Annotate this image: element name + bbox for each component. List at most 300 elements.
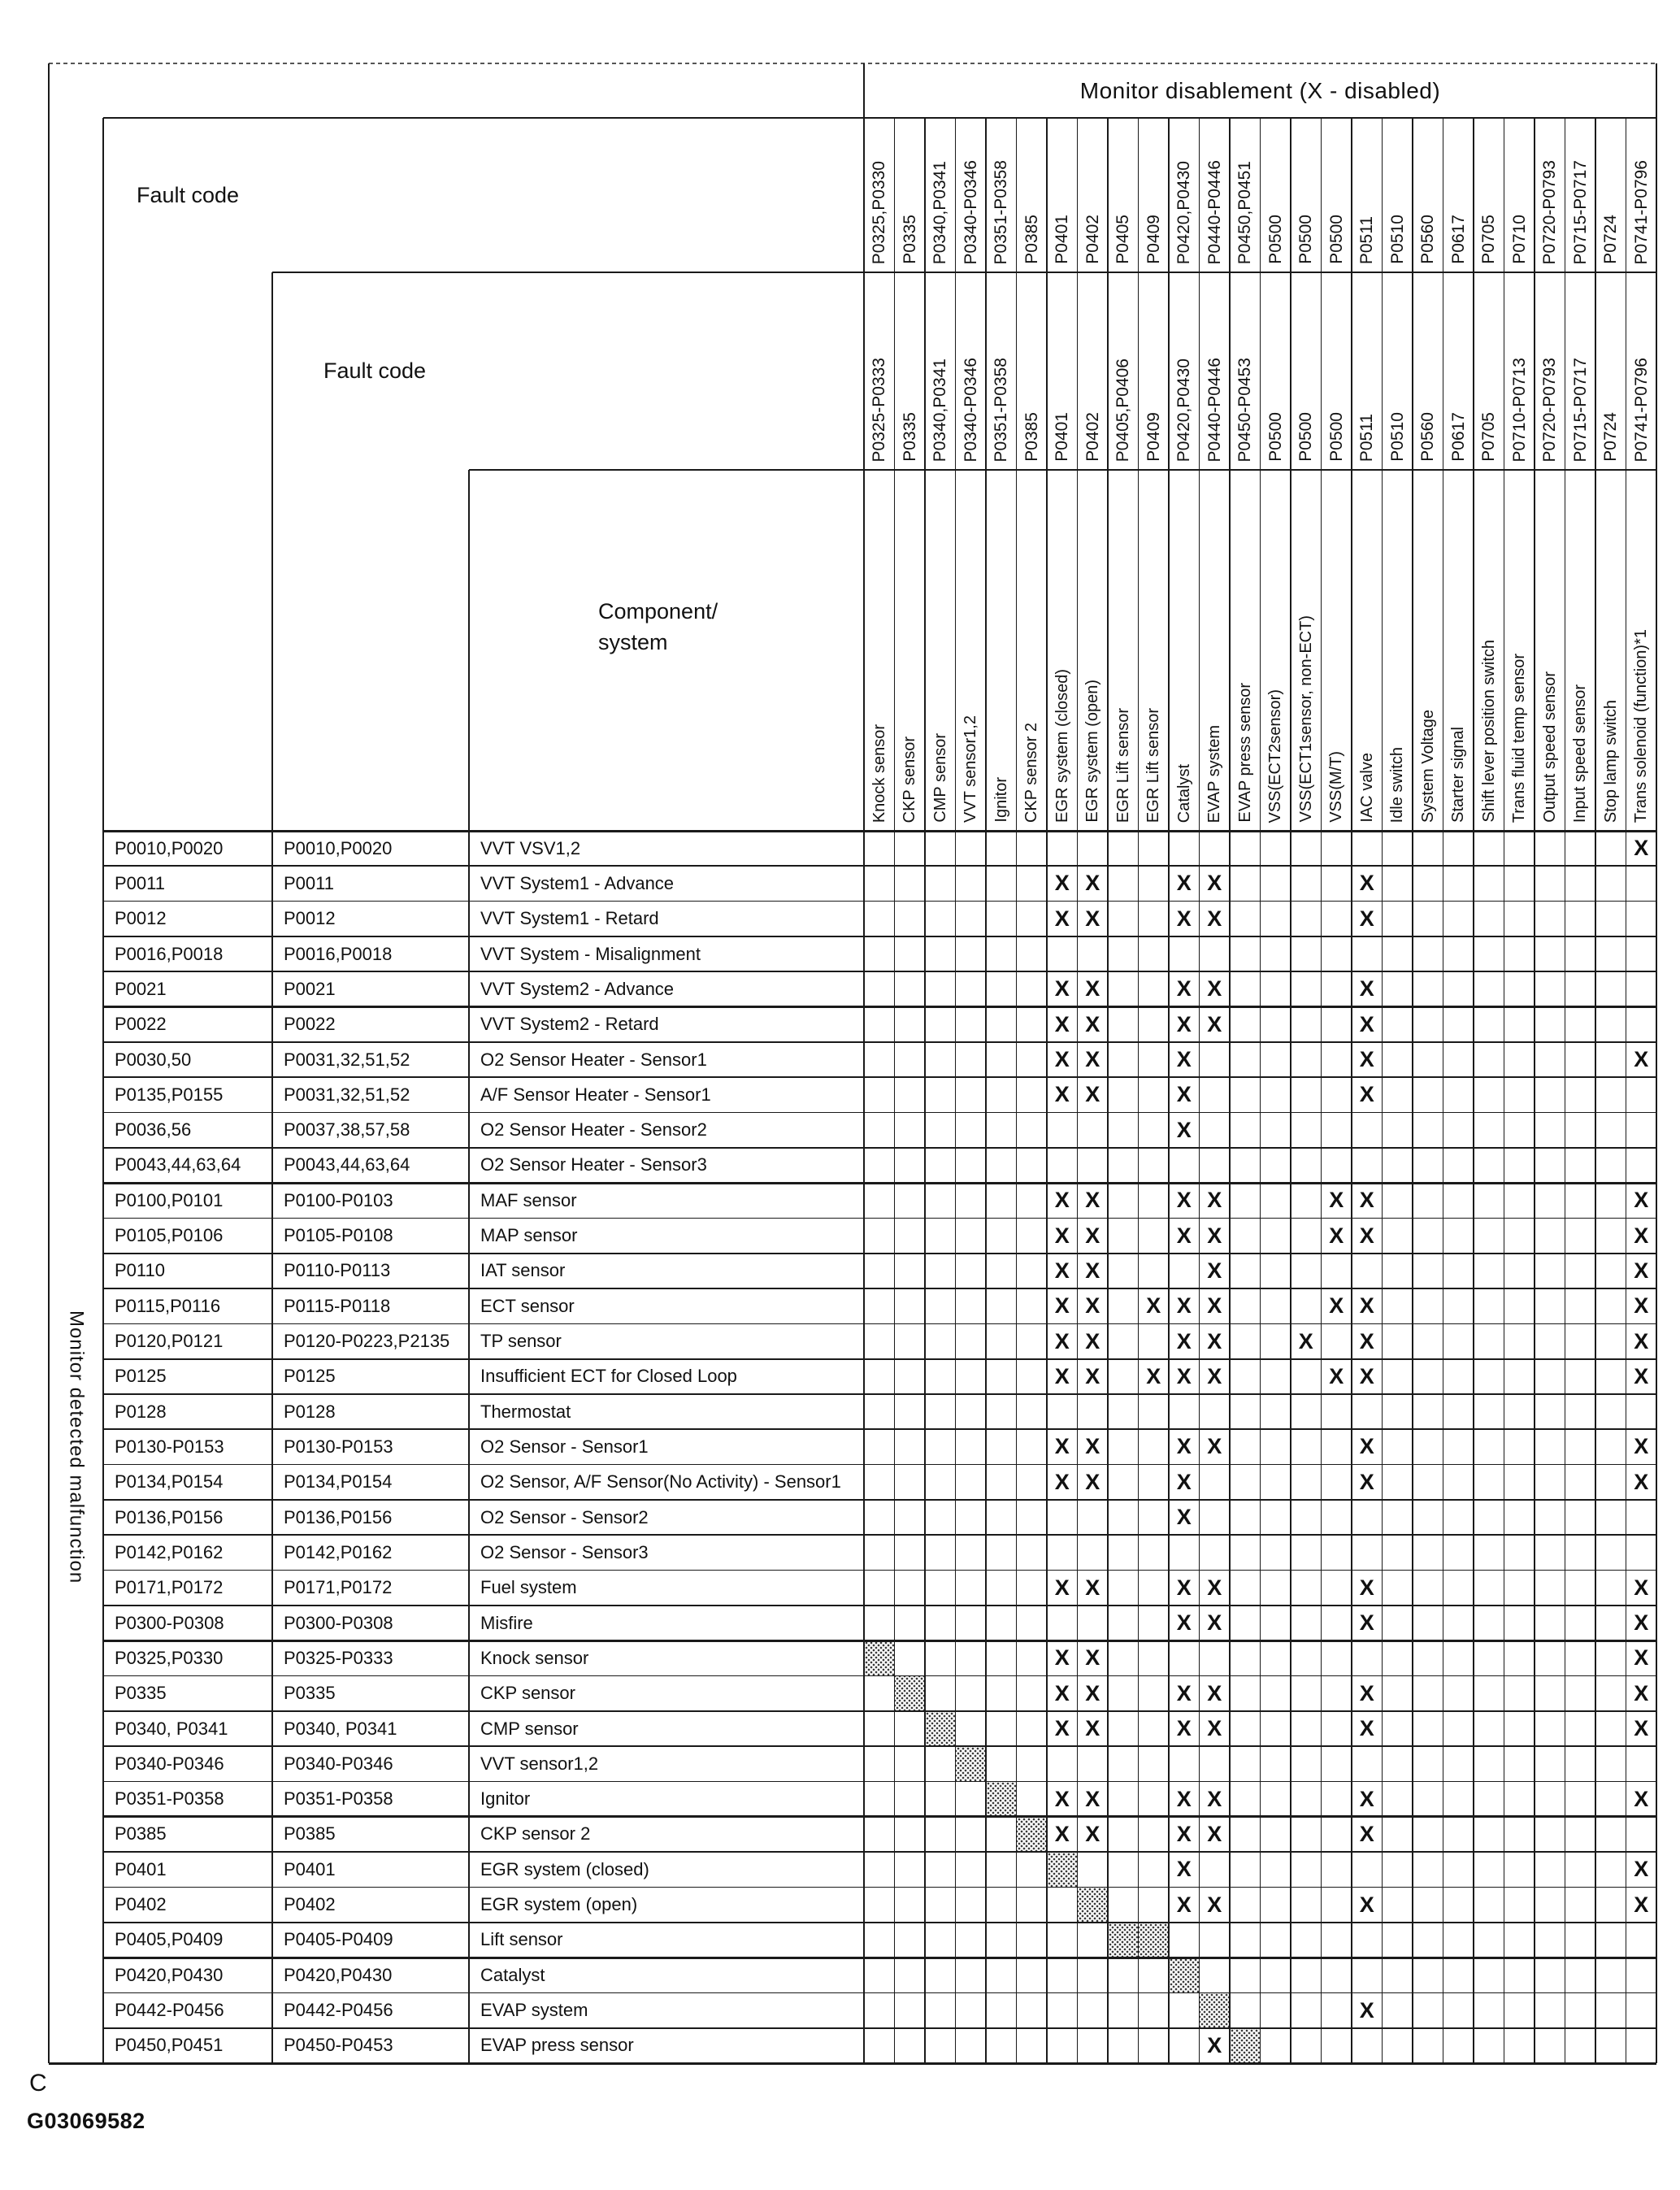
component-cell: TP sensor xyxy=(480,1331,562,1352)
fault-code-cell-1: P0142,P0162 xyxy=(115,1541,224,1562)
component-system-header-line2: system xyxy=(598,630,668,654)
fault-code-cell-1: P0385 xyxy=(115,1823,167,1845)
column-header-component xyxy=(1047,470,1078,831)
fault-code-cell-2: P0022 xyxy=(284,1014,336,1035)
column-header-code2-text: P0385 xyxy=(1022,412,1041,462)
disable-mark: X xyxy=(1176,1610,1192,1636)
component-cell: EGR system (open) xyxy=(480,1894,638,1915)
self-cell-hatch xyxy=(1139,1923,1170,1958)
column-header-component-text: VSS(M/T) xyxy=(1327,751,1346,823)
component-cell: EGR system (closed) xyxy=(480,1858,649,1879)
disable-mark: X xyxy=(1634,1047,1649,1072)
disable-mark: X xyxy=(1634,1188,1649,1213)
fault-code-cell-1: P0171,P0172 xyxy=(115,1577,224,1598)
fault-code-cell-1: P0021 xyxy=(115,978,167,999)
disable-mark: X xyxy=(1359,1434,1374,1459)
disable-mark: X xyxy=(1176,1082,1192,1107)
column-header-component-text: Input speed sensor xyxy=(1571,684,1590,823)
column-header-code1 xyxy=(1565,118,1596,272)
fault-code-cell-2: P0125 xyxy=(284,1366,336,1387)
fault-code-cell-2: P0401 xyxy=(284,1858,336,1879)
disable-mark: X xyxy=(1054,1786,1070,1811)
column-header-code2 xyxy=(1595,272,1626,470)
fault-code-cell-2: P0340-P0346 xyxy=(284,1753,393,1774)
disable-mark: X xyxy=(1054,1716,1070,1740)
column-header-component xyxy=(1200,470,1231,831)
disable-mark: X xyxy=(1207,1786,1222,1811)
disable-mark: X xyxy=(1634,836,1649,861)
disable-mark: X xyxy=(1329,1293,1344,1319)
fault-code-cell-2: P0171,P0172 xyxy=(284,1577,393,1598)
fault-code-cell-2: P0128 xyxy=(284,1401,336,1422)
disable-mark: X xyxy=(1634,1786,1649,1811)
disable-mark: X xyxy=(1634,1469,1649,1494)
column-header-component xyxy=(1291,470,1322,831)
column-header-code1 xyxy=(1291,118,1322,272)
column-header-code1 xyxy=(1261,118,1291,272)
column-header-code1 xyxy=(1535,118,1565,272)
fault-code-cell-2: P0011 xyxy=(284,872,334,893)
column-header-code1-text: P0500 xyxy=(1296,215,1316,264)
disable-mark: X xyxy=(1176,1434,1192,1459)
disable-mark: X xyxy=(1176,1011,1192,1036)
column-header-code2-text: P0420,P0430 xyxy=(1174,358,1194,462)
disable-mark: X xyxy=(1054,871,1070,896)
disable-mark: X xyxy=(1176,1716,1192,1740)
column-header-code2 xyxy=(895,272,926,470)
disable-mark: X xyxy=(1359,1469,1374,1494)
column-header-code2-text: P0710-P0713 xyxy=(1509,357,1529,462)
column-header-code2 xyxy=(1626,272,1657,470)
column-header-component xyxy=(1443,470,1474,831)
component-cell: VVT System2 - Advance xyxy=(480,978,675,999)
column-header-code2 xyxy=(1047,272,1078,470)
column-header-component-text: Trans solenoid (function)*1 xyxy=(1632,628,1651,823)
component-cell: VVT System - Misalignment xyxy=(480,943,701,964)
column-header-code1 xyxy=(986,118,1017,272)
column-header-code2 xyxy=(1474,272,1504,470)
fault-code-cell-1: P0135,P0155 xyxy=(115,1084,224,1105)
column-header-code1 xyxy=(1230,118,1261,272)
component-cell: CMP sensor xyxy=(480,1718,579,1739)
component-cell: Knock sensor xyxy=(480,1647,589,1668)
column-header-code1 xyxy=(1200,118,1231,272)
column-header-code2-text: P0405,P0406 xyxy=(1113,358,1133,462)
component-cell: IAT sensor xyxy=(480,1260,566,1281)
disable-mark: X xyxy=(1359,1892,1374,1917)
column-header-code1-text: P0335 xyxy=(900,215,919,264)
component-cell: VVT System1 - Retard xyxy=(480,908,659,929)
column-header-code2-text: P0510 xyxy=(1387,412,1407,462)
disable-mark: X xyxy=(1207,1258,1222,1283)
fault-code-cell-1: P0340-P0346 xyxy=(115,1753,224,1774)
column-header-code2-text: P0340-P0346 xyxy=(961,357,980,462)
self-cell-hatch xyxy=(1230,2028,1261,2063)
fault-code-cell-2: P0325-P0333 xyxy=(284,1647,393,1668)
disable-mark: X xyxy=(1176,1821,1192,1846)
disable-mark: X xyxy=(1054,1188,1070,1213)
disable-mark: X xyxy=(1634,1892,1649,1917)
column-header-code1 xyxy=(1169,118,1200,272)
fault-code-cell-1: P0010,P0020 xyxy=(115,837,224,858)
disable-mark: X xyxy=(1207,1610,1222,1636)
disable-mark: X xyxy=(1176,1680,1192,1706)
fault-code-cell-1: P0043,44,63,64 xyxy=(115,1154,241,1175)
column-header-code2-text: P0450-P0453 xyxy=(1235,357,1255,462)
column-header-code2-text: P0741-P0796 xyxy=(1631,357,1651,462)
disable-mark: X xyxy=(1054,976,1070,1002)
column-header-code1-text: P0409 xyxy=(1144,215,1163,264)
disable-mark: X xyxy=(1207,1363,1222,1388)
disable-mark: X xyxy=(1207,1892,1222,1917)
column-header-code1-text: P0402 xyxy=(1083,215,1102,264)
disable-mark: X xyxy=(1054,1047,1070,1072)
disable-mark: X xyxy=(1085,1469,1100,1494)
self-cell-hatch xyxy=(1108,1923,1139,1958)
column-header-code1-text: P0325,P0330 xyxy=(870,160,889,264)
column-header-component xyxy=(1078,470,1109,831)
row-axis-label: Monitor detected malfunction xyxy=(65,1310,88,1584)
fault-code-cell-1: P0012 xyxy=(115,908,167,929)
disable-mark: X xyxy=(1634,1258,1649,1283)
component-cell: MAP sensor xyxy=(480,1225,578,1246)
column-header-code2 xyxy=(1169,272,1200,470)
fault-code-cell-2: P0405-P0409 xyxy=(284,1929,393,1950)
column-header-code1 xyxy=(1504,118,1535,272)
fault-code-cell-1: P0100,P0101 xyxy=(115,1189,224,1210)
self-cell-hatch xyxy=(1078,1887,1109,1922)
disable-mark: X xyxy=(1085,1293,1100,1319)
component-cell: Lift sensor xyxy=(480,1929,563,1950)
disable-mark: X xyxy=(1085,1363,1100,1388)
column-header-code2-text: P0724 xyxy=(1601,412,1621,462)
disable-mark: X xyxy=(1085,1821,1100,1846)
column-header-component-text: Trans fluid temp sensor xyxy=(1510,653,1529,823)
disable-mark: X xyxy=(1359,1716,1374,1740)
component-system-header xyxy=(598,596,718,658)
column-header-code1 xyxy=(1474,118,1504,272)
column-header-code2-text: P0402 xyxy=(1083,412,1102,462)
component-cell: Ignitor xyxy=(480,1788,531,1810)
component-cell: O2 Sensor Heater - Sensor1 xyxy=(480,1049,707,1070)
column-header-code2 xyxy=(1230,272,1261,470)
fault-code-cell-1: P0351-P0358 xyxy=(115,1788,224,1810)
disable-mark: X xyxy=(1085,1188,1100,1213)
column-header-component-text: VSS(ECT1sensor, non-ECT) xyxy=(1296,615,1315,823)
column-header-code2 xyxy=(1200,272,1231,470)
column-header-code2 xyxy=(864,272,895,470)
column-header-component xyxy=(1535,470,1565,831)
disable-mark: X xyxy=(1634,1645,1649,1671)
column-header-code2 xyxy=(1565,272,1596,470)
disable-mark: X xyxy=(1329,1363,1344,1388)
column-header-component xyxy=(864,470,895,831)
column-header-code2 xyxy=(1322,272,1352,470)
component-cell: CKP sensor xyxy=(480,1683,575,1704)
fault-code-cell-2: P0442-P0456 xyxy=(284,2000,393,2021)
fault-code-cell-2: P0031,32,51,52 xyxy=(284,1049,410,1070)
fault-code-cell-1: P0136,P0156 xyxy=(115,1506,224,1527)
fault-code-cell-2: P0402 xyxy=(284,1894,336,1915)
fault-code-cell-1: P0036,56 xyxy=(115,1119,192,1141)
column-header-component-text: Shift lever position switch xyxy=(1479,640,1498,823)
disable-mark: X xyxy=(1054,1258,1070,1283)
disable-mark: X xyxy=(1207,1821,1222,1846)
column-header-component-text: EVAP press sensor xyxy=(1235,683,1254,823)
column-header-component-text: Knock sensor xyxy=(870,723,888,823)
disable-mark: X xyxy=(1359,1363,1374,1388)
fault-code-cell-2: P0450-P0453 xyxy=(284,2035,393,2056)
column-header-component-text: Ignitor xyxy=(992,777,1010,823)
disable-mark: X xyxy=(1359,1082,1374,1107)
column-header-component xyxy=(895,470,926,831)
column-header-code1-text: P0401 xyxy=(1053,215,1072,264)
column-header-component-text: VSS(ECT2sensor) xyxy=(1266,689,1285,823)
column-header-code1 xyxy=(1383,118,1413,272)
column-header-code2-text: P0715-P0717 xyxy=(1570,357,1590,462)
column-header-code1 xyxy=(1139,118,1170,272)
disable-mark: X xyxy=(1085,976,1100,1002)
column-header-component xyxy=(986,470,1017,831)
component-cell: Thermostat xyxy=(480,1401,571,1422)
column-header-component-text: Stop lamp switch xyxy=(1601,699,1620,823)
disable-mark: X xyxy=(1207,906,1222,931)
fault-code-cell-2: P0021 xyxy=(284,978,336,999)
column-header-component xyxy=(925,470,956,831)
column-header-code2-text: P0500 xyxy=(1296,412,1316,462)
column-header-code2 xyxy=(1383,272,1413,470)
column-header-code1-text: P0500 xyxy=(1265,215,1285,264)
disable-mark: X xyxy=(1359,1188,1374,1213)
column-header-code2 xyxy=(1291,272,1322,470)
component-cell: Misfire xyxy=(480,1612,533,1633)
disable-mark: X xyxy=(1359,1997,1374,2023)
fault-code-cell-2: P0115-P0118 xyxy=(284,1295,391,1316)
disable-mark: X xyxy=(1359,976,1374,1002)
grid-line xyxy=(49,63,1656,64)
fault-code-cell-2: P0340, P0341 xyxy=(284,1718,397,1739)
disable-mark: X xyxy=(1085,1082,1100,1107)
fault-code-cell-2: P0043,44,63,64 xyxy=(284,1154,410,1175)
fault-code-cell-1: P0402 xyxy=(115,1894,167,1915)
disable-mark: X xyxy=(1176,1469,1192,1494)
column-header-code1-text: P0741-P0796 xyxy=(1631,159,1651,264)
self-cell-hatch xyxy=(895,1676,926,1711)
fault-code-cell-1: P0405,P0409 xyxy=(115,1929,224,1950)
component-cell: Fuel system xyxy=(480,1577,577,1598)
disable-mark: X xyxy=(1176,1505,1192,1530)
fault-code-cell-1: P0340, P0341 xyxy=(115,1718,228,1739)
disable-mark: X xyxy=(1054,1645,1070,1671)
disable-mark: X xyxy=(1085,1716,1100,1740)
disable-mark: X xyxy=(1176,1892,1192,1917)
fault-code-cell-1: P0016,P0018 xyxy=(115,943,224,964)
fault-code-header-2: Fault code xyxy=(323,358,427,383)
column-header-component xyxy=(1322,470,1352,831)
disable-mark: X xyxy=(1359,1575,1374,1600)
column-header-code2 xyxy=(1352,272,1383,470)
fault-code-cell-2: P0010,P0020 xyxy=(284,837,393,858)
fault-code-cell-2: P0130-P0153 xyxy=(284,1436,393,1457)
column-header-code2 xyxy=(1504,272,1535,470)
disable-mark: X xyxy=(1359,871,1374,896)
column-header-code1-text: P0440-P0446 xyxy=(1205,159,1224,264)
column-header-component-text: Idle switch xyxy=(1388,746,1407,823)
self-cell-hatch xyxy=(1017,1817,1048,1852)
disable-mark: X xyxy=(1634,1575,1649,1600)
disable-mark: X xyxy=(1634,1716,1649,1740)
column-header-code2-text: P0500 xyxy=(1326,412,1346,462)
fault-code-cell-2: P0420,P0430 xyxy=(284,1964,393,1985)
column-header-code1 xyxy=(956,118,987,272)
fault-code-cell-2: P0031,32,51,52 xyxy=(284,1084,410,1105)
component-cell: MAF sensor xyxy=(480,1189,577,1210)
disable-mark: X xyxy=(1207,871,1222,896)
disable-mark: X xyxy=(1085,1680,1100,1706)
disable-mark: X xyxy=(1176,1328,1192,1354)
disable-mark: X xyxy=(1054,1223,1070,1248)
column-header-component-text: Catalyst xyxy=(1174,763,1193,823)
fault-code-cell-1: P0110 xyxy=(115,1260,165,1281)
column-header-code1 xyxy=(1352,118,1383,272)
fault-code-cell-2: P0335 xyxy=(284,1683,336,1704)
fault-code-cell-1: P0335 xyxy=(115,1683,167,1704)
disable-mark: X xyxy=(1634,1328,1649,1354)
disable-mark: X xyxy=(1634,1680,1649,1706)
fault-code-cell-2: P0037,38,57,58 xyxy=(284,1119,410,1141)
column-header-code2-text: P0340,P0341 xyxy=(931,358,950,462)
column-header-component-text: Starter signal xyxy=(1449,727,1468,823)
column-header-code1-text: P0715-P0717 xyxy=(1570,159,1590,264)
fault-code-cell-1: P0105,P0106 xyxy=(115,1225,224,1246)
fault-code-cell-1: P0401 xyxy=(115,1858,167,1879)
disable-mark: X xyxy=(1054,1293,1070,1319)
component-cell: O2 Sensor, A/F Sensor(No Activity) - Sensor1 xyxy=(480,1471,841,1493)
disable-mark: X xyxy=(1207,1293,1222,1319)
column-header-code2-text: P0705 xyxy=(1479,412,1499,462)
column-header-code1-text: P0511 xyxy=(1357,215,1377,264)
disable-mark: X xyxy=(1634,1857,1649,1882)
disable-mark: X xyxy=(1085,1258,1100,1283)
fault-code-cell-1: P0128 xyxy=(115,1401,167,1422)
self-cell-hatch xyxy=(1200,1992,1231,2027)
column-header-component-text: VVT sensor1,2 xyxy=(962,715,980,823)
disable-mark: X xyxy=(1329,1223,1344,1248)
disable-mark: X xyxy=(1298,1328,1313,1354)
column-header-code1-text: P0710 xyxy=(1509,215,1529,264)
fault-code-cell-1: P0134,P0154 xyxy=(115,1471,224,1493)
column-header-component xyxy=(1352,470,1383,831)
disable-mark: X xyxy=(1085,1786,1100,1811)
component-system-header-line1: Component/ xyxy=(598,599,718,624)
disable-mark: X xyxy=(1634,1610,1649,1636)
column-header-code1-text: P0340-P0346 xyxy=(961,159,980,264)
component-cell: O2 Sensor - Sensor2 xyxy=(480,1506,649,1527)
column-header-code2 xyxy=(1078,272,1109,470)
column-header-component xyxy=(1474,470,1504,831)
disable-mark: X xyxy=(1176,1857,1192,1882)
grid-line xyxy=(48,63,50,2063)
disable-mark: X xyxy=(1085,1011,1100,1036)
disable-mark: X xyxy=(1176,976,1192,1002)
disable-mark: X xyxy=(1634,1363,1649,1388)
column-header-code1-text: P0405 xyxy=(1113,215,1133,264)
disable-mark: X xyxy=(1085,1223,1100,1248)
fault-code-cell-2: P0120-P0223,P2135 xyxy=(284,1331,450,1352)
column-header-component-text: IAC valve xyxy=(1357,753,1376,823)
disable-mark: X xyxy=(1634,1223,1649,1248)
disable-mark: X xyxy=(1359,1786,1374,1811)
disable-mark: X xyxy=(1085,871,1100,896)
column-header-code1-text: P0510 xyxy=(1387,215,1407,264)
column-header-code1 xyxy=(864,118,895,272)
column-header-component xyxy=(956,470,987,831)
fault-code-cell-2: P0012 xyxy=(284,908,336,929)
disable-mark: X xyxy=(1359,1223,1374,1248)
column-header-code1-text: P0617 xyxy=(1448,215,1468,264)
disable-mark: X xyxy=(1054,1434,1070,1459)
fault-code-cell-1: P0120,P0121 xyxy=(115,1331,224,1352)
column-header-code1-text: P0560 xyxy=(1418,215,1438,264)
fault-code-cell-1: P0130-P0153 xyxy=(115,1436,224,1457)
component-cell: O2 Sensor - Sensor1 xyxy=(480,1436,649,1457)
column-header-code1 xyxy=(1443,118,1474,272)
disable-mark: X xyxy=(1176,1188,1192,1213)
fault-code-cell-2: P0385 xyxy=(284,1823,336,1845)
column-header-code2-text: P0351-P0358 xyxy=(992,357,1011,462)
component-cell: CKP sensor 2 xyxy=(480,1823,591,1845)
column-header-component xyxy=(1230,470,1261,831)
fault-code-cell-2: P0105-P0108 xyxy=(284,1225,393,1246)
component-cell: Insufficient ECT for Closed Loop xyxy=(480,1366,737,1387)
fault-code-cell-2: P0136,P0156 xyxy=(284,1506,393,1527)
column-header-code2-text: P0500 xyxy=(1265,412,1285,462)
disable-mark: X xyxy=(1054,1082,1070,1107)
disable-mark: X xyxy=(1054,1469,1070,1494)
column-header-code2-text: P0409 xyxy=(1144,412,1163,462)
disable-mark: X xyxy=(1207,976,1222,1002)
column-header-component-text: EVAP system xyxy=(1205,724,1224,823)
disable-mark: X xyxy=(1207,1716,1222,1740)
column-header-component-text: EGR Lift sensor xyxy=(1113,707,1132,823)
column-header-component xyxy=(1139,470,1170,831)
column-header-code1 xyxy=(1626,118,1657,272)
disable-mark: X xyxy=(1176,1575,1192,1600)
disable-mark: X xyxy=(1054,1363,1070,1388)
column-header-code2 xyxy=(1443,272,1474,470)
figure-id: G03069582 xyxy=(27,2109,145,2133)
disable-mark: X xyxy=(1207,1328,1222,1354)
fault-code-cell-1: P0325,P0330 xyxy=(115,1647,224,1668)
disable-mark: X xyxy=(1359,1680,1374,1706)
column-header-component-text: CKP sensor 2 xyxy=(1022,722,1041,823)
self-cell-hatch xyxy=(925,1711,956,1746)
column-header-component-text: EGR Lift sensor xyxy=(1144,707,1163,823)
disable-mark: X xyxy=(1207,1011,1222,1036)
column-header-code1 xyxy=(1108,118,1139,272)
column-header-component xyxy=(1383,470,1413,831)
fault-code-cell-1: P0115,P0116 xyxy=(115,1295,221,1316)
disable-mark: X xyxy=(1085,1645,1100,1671)
column-header-code2 xyxy=(1108,272,1139,470)
column-header-code2 xyxy=(1261,272,1291,470)
fault-code-cell-2: P0110-P0113 xyxy=(284,1260,391,1281)
component-cell: O2 Sensor Heater - Sensor2 xyxy=(480,1119,707,1141)
column-header-component-text: Output speed sensor xyxy=(1540,671,1559,823)
column-header-component xyxy=(1261,470,1291,831)
column-header-code1-text: P0450,P0451 xyxy=(1235,160,1255,264)
disable-mark: X xyxy=(1085,1434,1100,1459)
